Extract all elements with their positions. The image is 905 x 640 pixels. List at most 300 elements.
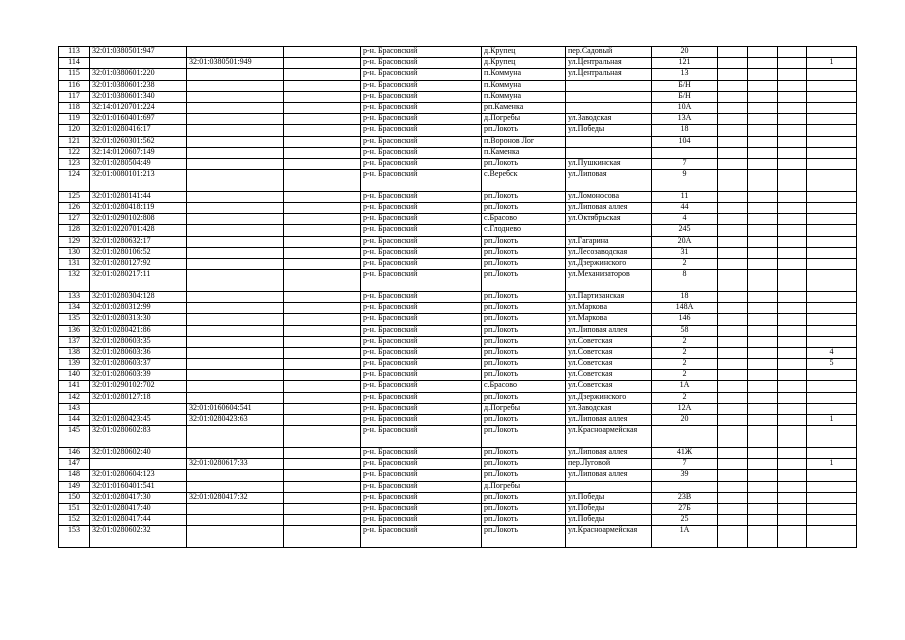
cadastral-number-1: 32:01:0280417:44 <box>90 515 187 526</box>
house-number-cell: 41Ж <box>652 448 718 459</box>
street-cell: ул.Советская <box>566 370 652 381</box>
cell-col10 <box>748 526 778 548</box>
cell-col10 <box>748 47 778 58</box>
cell-col4 <box>284 80 361 91</box>
street-cell: ул.Центральная <box>566 69 652 80</box>
district-cell: р-н. Брасовский <box>361 325 482 336</box>
cell-col9 <box>718 503 748 514</box>
table-row <box>59 203 857 214</box>
cell-col12 <box>807 303 857 314</box>
cell-col4 <box>284 325 361 336</box>
table-row <box>59 191 857 202</box>
cadastral-number-2 <box>187 470 284 481</box>
cell-col9 <box>718 470 748 481</box>
cell-col10 <box>748 247 778 258</box>
locality-cell: рп.Локоть <box>482 125 566 136</box>
cell-col11 <box>778 347 807 358</box>
row-number: 123 <box>59 158 90 169</box>
cell-col10 <box>748 258 778 269</box>
district-cell: р-н. Брасовский <box>361 336 482 347</box>
district-cell: р-н. Брасовский <box>361 236 482 247</box>
cell-col9 <box>718 403 748 414</box>
table-row <box>59 470 857 481</box>
district-cell: р-н. Брасовский <box>361 291 482 302</box>
district-cell: р-н. Брасовский <box>361 225 482 236</box>
table-row <box>59 114 857 125</box>
cadastral-number-2 <box>187 247 284 258</box>
row-number: 113 <box>59 47 90 58</box>
table-row <box>59 325 857 336</box>
cadastral-number-1: 32:01:0280127:18 <box>90 392 187 403</box>
cadastral-number-2 <box>187 47 284 58</box>
row-number: 116 <box>59 80 90 91</box>
cell-col11 <box>778 448 807 459</box>
cell-col12 <box>807 69 857 80</box>
table-row <box>59 147 857 158</box>
row-number: 128 <box>59 225 90 236</box>
table-row <box>59 314 857 325</box>
street-cell: ул.Советская <box>566 336 652 347</box>
row-number: 120 <box>59 125 90 136</box>
street-cell: ул.Ломоносова <box>566 191 652 202</box>
street-cell: ул.Гагарина <box>566 236 652 247</box>
cadastral-number-1: 32:01:0280603:39 <box>90 370 187 381</box>
district-cell: р-н. Брасовский <box>361 102 482 113</box>
street-cell: ул.Победы <box>566 503 652 514</box>
cell-col9 <box>718 381 748 392</box>
row-number: 138 <box>59 347 90 358</box>
table-row <box>59 503 857 514</box>
cell-col4 <box>284 303 361 314</box>
row-number: 137 <box>59 336 90 347</box>
cell-col9 <box>718 258 748 269</box>
locality-cell: д.Погребы <box>482 403 566 414</box>
district-cell: р-н. Брасовский <box>361 258 482 269</box>
cadastral-number-1 <box>90 403 187 414</box>
cell-col10 <box>748 370 778 381</box>
cell-col11 <box>778 303 807 314</box>
cell-col12 <box>807 336 857 347</box>
row-number: 145 <box>59 426 90 448</box>
row-number: 147 <box>59 459 90 470</box>
cell-col11 <box>778 170 807 192</box>
cell-col11 <box>778 158 807 169</box>
table-row <box>59 303 857 314</box>
street-cell: ул.Липовая аллея <box>566 203 652 214</box>
cell-col4 <box>284 91 361 102</box>
cadastral-number-2 <box>187 203 284 214</box>
cell-col12: 4 <box>807 347 857 358</box>
cell-col12 <box>807 403 857 414</box>
cell-col11 <box>778 381 807 392</box>
district-cell: р-н. Брасовский <box>361 381 482 392</box>
row-number: 122 <box>59 147 90 158</box>
table-row <box>59 91 857 102</box>
street-cell: пер.Садовый <box>566 47 652 58</box>
street-cell: ул.Лесозаводская <box>566 247 652 258</box>
table-row <box>59 236 857 247</box>
district-cell: р-н. Брасовский <box>361 125 482 136</box>
cell-col12 <box>807 503 857 514</box>
cell-col9 <box>718 336 748 347</box>
cell-col11 <box>778 136 807 147</box>
cell-col4 <box>284 291 361 302</box>
cadastral-number-1: 32:14:0120701:224 <box>90 102 187 113</box>
cadastral-number-1: 32:01:0280602:32 <box>90 526 187 548</box>
cadastral-number-2 <box>187 503 284 514</box>
cell-col11 <box>778 147 807 158</box>
house-number-cell: 2 <box>652 347 718 358</box>
cell-col11 <box>778 247 807 258</box>
table-row <box>59 80 857 91</box>
table-row <box>59 359 857 370</box>
street-cell: ул.Победы <box>566 515 652 526</box>
cell-col4 <box>284 481 361 492</box>
cell-col12: 1 <box>807 415 857 426</box>
cadastral-number-1: 32:01:0380601:220 <box>90 69 187 80</box>
locality-cell: рп.Локоть <box>482 459 566 470</box>
cadastral-number-2 <box>187 314 284 325</box>
table-row <box>59 270 857 292</box>
cell-col12 <box>807 203 857 214</box>
cell-col12 <box>807 258 857 269</box>
cell-col9 <box>718 359 748 370</box>
cell-col10 <box>748 403 778 414</box>
locality-cell: рп.Локоть <box>482 359 566 370</box>
cell-col9 <box>718 426 748 448</box>
district-cell: р-н. Брасовский <box>361 314 482 325</box>
house-number-cell: 31 <box>652 247 718 258</box>
cadastral-number-1: 32:01:0160401:541 <box>90 481 187 492</box>
cell-col10 <box>748 347 778 358</box>
locality-cell: д.Крупец <box>482 47 566 58</box>
street-cell: ул.Дзержинского <box>566 258 652 269</box>
cadastral-number-1: 32:01:0290102:808 <box>90 214 187 225</box>
locality-cell: с.Веребск <box>482 170 566 192</box>
cell-col10 <box>748 147 778 158</box>
cell-col11 <box>778 392 807 403</box>
row-number: 136 <box>59 325 90 336</box>
district-cell: р-н. Брасовский <box>361 370 482 381</box>
cadastral-number-2 <box>187 526 284 548</box>
cell-col11 <box>778 492 807 503</box>
district-cell: р-н. Брасовский <box>361 470 482 481</box>
cell-col11 <box>778 370 807 381</box>
locality-cell: рп.Локоть <box>482 236 566 247</box>
district-cell: р-н. Брасовский <box>361 448 482 459</box>
cell-col12 <box>807 147 857 158</box>
table-row <box>59 403 857 414</box>
locality-cell: рп.Локоть <box>482 526 566 548</box>
cadastral-number-1: 32:01:0280418:119 <box>90 203 187 214</box>
row-number: 144 <box>59 415 90 426</box>
table-row <box>59 370 857 381</box>
cadastral-number-2 <box>187 114 284 125</box>
cell-col12 <box>807 370 857 381</box>
locality-cell: рп.Локоть <box>482 314 566 325</box>
row-number: 142 <box>59 392 90 403</box>
locality-cell: рп.Локоть <box>482 392 566 403</box>
cell-col4 <box>284 314 361 325</box>
row-number: 143 <box>59 403 90 414</box>
cell-col11 <box>778 236 807 247</box>
cadastral-number-2 <box>187 481 284 492</box>
registry-table <box>58 46 857 548</box>
table-body <box>59 47 857 548</box>
house-number-cell: 44 <box>652 203 718 214</box>
cadastral-number-2 <box>187 426 284 448</box>
cell-col4 <box>284 470 361 481</box>
cadastral-number-1: 32:01:0290102:702 <box>90 381 187 392</box>
cell-col10 <box>748 381 778 392</box>
cell-col9 <box>718 459 748 470</box>
district-cell: р-н. Брасовский <box>361 270 482 292</box>
cell-col12 <box>807 325 857 336</box>
house-number-cell: 2 <box>652 359 718 370</box>
cell-col11 <box>778 102 807 113</box>
street-cell: ул.Заводская <box>566 403 652 414</box>
table-row <box>59 392 857 403</box>
street-cell <box>566 225 652 236</box>
street-cell: ул.Маркова <box>566 314 652 325</box>
row-number: 131 <box>59 258 90 269</box>
cell-col4 <box>284 492 361 503</box>
table-row <box>59 214 857 225</box>
house-number-cell: 58 <box>652 325 718 336</box>
cell-col10 <box>748 191 778 202</box>
locality-cell: рп.Локоть <box>482 158 566 169</box>
cell-col9 <box>718 191 748 202</box>
cell-col4 <box>284 214 361 225</box>
house-number-cell: 4 <box>652 214 718 225</box>
cell-col9 <box>718 303 748 314</box>
cell-col4 <box>284 426 361 448</box>
district-cell: р-н. Брасовский <box>361 347 482 358</box>
row-number: 126 <box>59 203 90 214</box>
house-number-cell: 25 <box>652 515 718 526</box>
cell-col12 <box>807 526 857 548</box>
locality-cell: рп.Локоть <box>482 503 566 514</box>
street-cell: ул.Липовая <box>566 170 652 192</box>
house-number-cell: Б/Н <box>652 91 718 102</box>
cell-col9 <box>718 392 748 403</box>
cell-col9 <box>718 492 748 503</box>
house-number-cell: 2 <box>652 392 718 403</box>
table-row <box>59 336 857 347</box>
district-cell: р-н. Брасовский <box>361 359 482 370</box>
house-number-cell: 104 <box>652 136 718 147</box>
cell-col12 <box>807 247 857 258</box>
cadastral-number-2 <box>187 347 284 358</box>
cell-col11 <box>778 415 807 426</box>
district-cell: р-н. Брасовский <box>361 503 482 514</box>
cell-col11 <box>778 270 807 292</box>
cadastral-number-2 <box>187 392 284 403</box>
cadastral-number-2 <box>187 381 284 392</box>
street-cell: ул.Заводская <box>566 114 652 125</box>
street-cell: ул.Центральная <box>566 58 652 69</box>
locality-cell: рп.Локоть <box>482 258 566 269</box>
cell-col12 <box>807 426 857 448</box>
cadastral-number-1: 32:01:0280604:123 <box>90 470 187 481</box>
house-number-cell <box>652 426 718 448</box>
district-cell: р-н. Брасовский <box>361 526 482 548</box>
cell-col9 <box>718 270 748 292</box>
row-number: 151 <box>59 503 90 514</box>
cadastral-number-2 <box>187 448 284 459</box>
cell-col10 <box>748 336 778 347</box>
row-number: 115 <box>59 69 90 80</box>
locality-cell: п.Воронов Лог <box>482 136 566 147</box>
cell-col12: 1 <box>807 459 857 470</box>
cell-col4 <box>284 102 361 113</box>
cell-col11 <box>778 526 807 548</box>
cell-col4 <box>284 58 361 69</box>
cadastral-number-2: 32:01:0280417:32 <box>187 492 284 503</box>
cadastral-number-1: 32:01:0280421:86 <box>90 325 187 336</box>
row-number: 146 <box>59 448 90 459</box>
cell-col12 <box>807 381 857 392</box>
cell-col9 <box>718 147 748 158</box>
cell-col10 <box>748 136 778 147</box>
locality-cell: рп.Каменка <box>482 102 566 113</box>
cell-col9 <box>718 526 748 548</box>
house-number-cell: 7 <box>652 158 718 169</box>
street-cell: пер.Луговой <box>566 459 652 470</box>
street-cell: ул.Красноармейская <box>566 426 652 448</box>
locality-cell: рп.Локоть <box>482 270 566 292</box>
cadastral-number-2 <box>187 136 284 147</box>
cell-col4 <box>284 147 361 158</box>
cadastral-number-1: 32:01:0280217:11 <box>90 270 187 292</box>
cadastral-number-2 <box>187 80 284 91</box>
cadastral-number-2 <box>187 102 284 113</box>
cell-col12 <box>807 236 857 247</box>
cell-col12: 1 <box>807 58 857 69</box>
table-row <box>59 158 857 169</box>
district-cell: р-н. Брасовский <box>361 459 482 470</box>
cadastral-number-1: 32:01:0280312:99 <box>90 303 187 314</box>
cell-col11 <box>778 291 807 302</box>
table-row <box>59 69 857 80</box>
district-cell: р-н. Брасовский <box>361 426 482 448</box>
cell-col9 <box>718 125 748 136</box>
row-number: 125 <box>59 191 90 202</box>
district-cell: р-н. Брасовский <box>361 191 482 202</box>
locality-cell: п.Каменка <box>482 147 566 158</box>
cadastral-number-2 <box>187 325 284 336</box>
cell-col12 <box>807 125 857 136</box>
house-number-cell: Б/Н <box>652 80 718 91</box>
cell-col12 <box>807 314 857 325</box>
cadastral-number-1: 32:01:0380501:947 <box>90 47 187 58</box>
locality-cell: рп.Локоть <box>482 325 566 336</box>
cell-col11 <box>778 515 807 526</box>
cadastral-number-2 <box>187 125 284 136</box>
cell-col12 <box>807 214 857 225</box>
house-number-cell: 10А <box>652 102 718 113</box>
cadastral-number-2 <box>187 236 284 247</box>
cell-col9 <box>718 225 748 236</box>
cadastral-number-2 <box>187 270 284 292</box>
cell-col9 <box>718 170 748 192</box>
locality-cell: с.Глоднево <box>482 225 566 236</box>
cell-col4 <box>284 515 361 526</box>
district-cell: р-н. Брасовский <box>361 481 482 492</box>
street-cell <box>566 481 652 492</box>
cell-col11 <box>778 47 807 58</box>
cadastral-number-2: 32:01:0280423:63 <box>187 415 284 426</box>
locality-cell: рп.Локоть <box>482 203 566 214</box>
district-cell: р-н. Брасовский <box>361 303 482 314</box>
cell-col9 <box>718 448 748 459</box>
cell-col11 <box>778 58 807 69</box>
cadastral-number-1: 32:01:0280602:83 <box>90 426 187 448</box>
district-cell: р-н. Брасовский <box>361 91 482 102</box>
district-cell: р-н. Брасовский <box>361 203 482 214</box>
locality-cell: рп.Локоть <box>482 448 566 459</box>
cell-col11 <box>778 314 807 325</box>
cadastral-number-2: 32:01:0160604:541 <box>187 403 284 414</box>
cell-col10 <box>748 503 778 514</box>
street-cell: ул.Липовая аллея <box>566 415 652 426</box>
district-cell: р-н. Брасовский <box>361 170 482 192</box>
row-number: 132 <box>59 270 90 292</box>
table-row <box>59 526 857 548</box>
locality-cell: п.Коммуна <box>482 80 566 91</box>
locality-cell: д.Погребы <box>482 114 566 125</box>
row-number: 133 <box>59 291 90 302</box>
cell-col9 <box>718 203 748 214</box>
locality-cell: рп.Локоть <box>482 415 566 426</box>
district-cell: р-н. Брасовский <box>361 147 482 158</box>
street-cell <box>566 80 652 91</box>
cell-col10 <box>748 481 778 492</box>
house-number-cell: 2 <box>652 336 718 347</box>
row-number: 118 <box>59 102 90 113</box>
cell-col4 <box>284 448 361 459</box>
street-cell: ул.Октябрьская <box>566 214 652 225</box>
cell-col9 <box>718 69 748 80</box>
cell-col4 <box>284 225 361 236</box>
house-number-cell: 18 <box>652 125 718 136</box>
cadastral-number-2 <box>187 291 284 302</box>
cell-col12 <box>807 481 857 492</box>
cell-col12 <box>807 170 857 192</box>
cell-col11 <box>778 91 807 102</box>
district-cell: р-н. Брасовский <box>361 80 482 91</box>
cell-col9 <box>718 415 748 426</box>
street-cell <box>566 147 652 158</box>
street-cell: ул.Липовая аллея <box>566 470 652 481</box>
locality-cell: рп.Локоть <box>482 515 566 526</box>
locality-cell: п.Коммуна <box>482 69 566 80</box>
street-cell <box>566 91 652 102</box>
house-number-cell: 146 <box>652 314 718 325</box>
locality-cell: рп.Локоть <box>482 470 566 481</box>
cell-col4 <box>284 114 361 125</box>
cadastral-number-2 <box>187 258 284 269</box>
cell-col10 <box>748 170 778 192</box>
cell-col9 <box>718 158 748 169</box>
cell-col11 <box>778 481 807 492</box>
cell-col4 <box>284 158 361 169</box>
cadastral-number-1: 32:01:0280603:36 <box>90 347 187 358</box>
house-number-cell: 39 <box>652 470 718 481</box>
cell-col11 <box>778 203 807 214</box>
cell-col4 <box>284 247 361 258</box>
cadastral-number-2 <box>187 515 284 526</box>
